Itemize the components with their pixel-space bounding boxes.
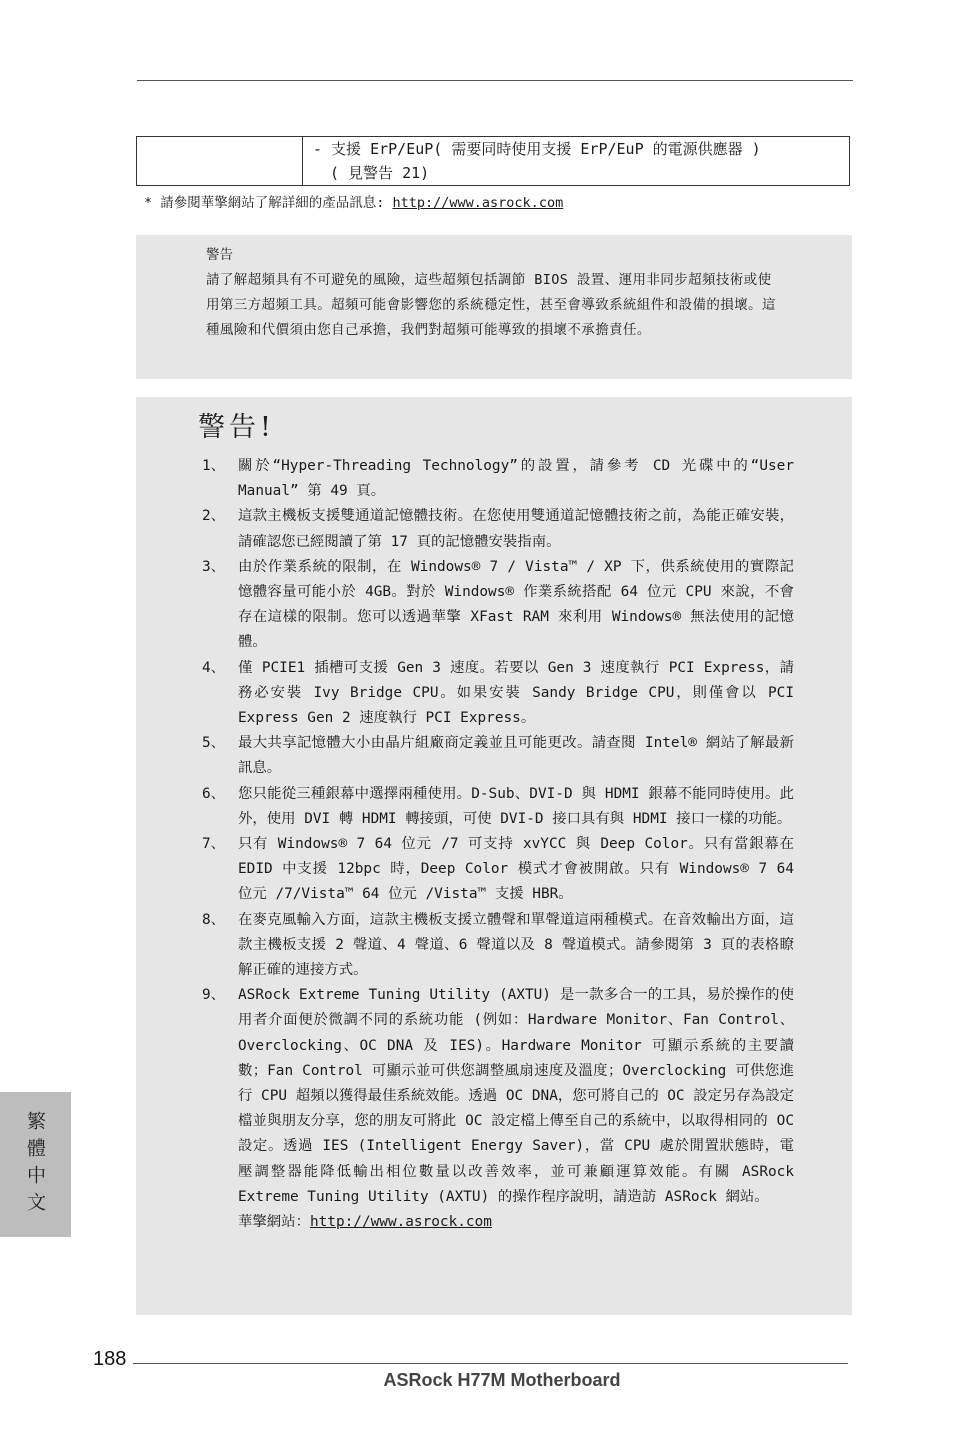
warning-item-text: 只有 Windows® 7 64 位元 /7 可支持 xvYCC 與 Deep Color。只有當銀幕在 EDID 中支援 12bpc 時，Deep Color 模式才會被開啟。只有 Windows® 7 64 位元 /7/Vista™ 64 位元 /Vista™ 支援 HBR。 xyxy=(238,836,794,903)
warning-item-3 xyxy=(202,555,794,656)
warning-item-number: 7、 xyxy=(202,836,226,853)
warning-item-5 xyxy=(202,731,794,781)
warning-box xyxy=(136,397,852,1315)
warning-item-number: 4、 xyxy=(202,659,226,676)
bottom-rule xyxy=(133,1363,848,1364)
warning-item-7 xyxy=(202,832,794,908)
asrock-site-line xyxy=(238,1210,794,1235)
warning-item-4 xyxy=(202,656,794,732)
warning-item-number: 5、 xyxy=(202,735,226,752)
spec-line-note: ( 見警告 21) xyxy=(330,164,430,182)
spec-table xyxy=(136,136,850,186)
warning-item-text: 這款主機板支援雙通道記憶體技術。在您使用雙通道記憶體技術之前，為能正確安裝，請確認您已經閱讀了第 17 頁的記憶體安裝指南。 xyxy=(238,508,794,550)
warning-item-text: 由於作業系統的限制，在 Windows® 7 / Vista™ / XP 下，供系統使用的實際記憶體容量可能小於 4GB。對於 Windows® 作業系統搭配 64 位元 CPU 來說，不會存在這樣的限制。您可以透過華擎 XFast RAM 來利用 Windows® 無法使用的記憶體。 xyxy=(238,558,794,651)
footer-title-text: ASRock H77M Motherboard xyxy=(383,1370,621,1390)
warning-item-number: 6、 xyxy=(202,785,226,802)
warning-item-text: 您只能從三種銀幕中選擇兩種使用。D-Sub、DVI-D 與 HDMI 銀幕不能同時使用。此外，使用 DVI 轉 HDMI 轉接頭，可使 DVI-D 接口具有與 HDMI 接口一樣的功能。 xyxy=(238,785,794,827)
spec-table-value-cell xyxy=(303,137,849,185)
footnote-link[interactable]: http://www.asrock.com xyxy=(392,195,564,211)
warning-item-6 xyxy=(202,782,794,832)
asrock-site-label: 華擎網站： xyxy=(238,1214,310,1231)
warning-item-number: 8、 xyxy=(202,911,226,928)
spec-line-erp: - 支援 ErP/EuP( 需要同時使用支援 ErP/EuP 的電源供應器 ) xyxy=(313,140,761,158)
caution-title: 警告 xyxy=(206,247,233,263)
warning-list xyxy=(202,454,794,1235)
footnote xyxy=(144,192,563,214)
warning-item-text xyxy=(238,983,794,1235)
warning-item-text: 僅 PCIE1 插槽可支援 Gen 3 速度。若要以 Gen 3 速度執行 PCI Express，請務必安裝 Ivy Bridge CPU。如果安裝 Sandy Bridge CPU，則僅會以 PCI Express Gen 2 速度執行 PCI Express。 xyxy=(238,659,794,727)
warning-item-2 xyxy=(202,504,794,554)
warning-item-9-body: ASRock Extreme Tuning Utility (AXTU) 是一款多合一的工具，易於操作的使用者介面便於微調不同的系統功能 (例如：Hardware Monitor、Fan Control、Overclocking、OC DNA 及 IES)。Hardware Monitor 可顯示系統的主要讀數；Fan Control 可顯示並可供您調整風扇速度及溫度；Overclocking 可供您進行 CPU 超頻以獲得最佳系統效能。透過 OC DNA，您可將自己的 OC 設定另存為設定檔並與朋友分享，您的朋友可將此 OC 設定檔上傳至自己的系統中，以取得相同的 OC 設定。透過 IES (Intelligent Energy Saver)，當 CPU 處於閒置狀態時，電壓調整器能降低輸出相位數量以改善效率，並可兼顧運算效能。有關 ASRock Extreme Tuning Utility (AXTU) 的操作程序說明，請造訪 ASRock 網站。 xyxy=(238,987,794,1205)
spec-table-label-cell xyxy=(137,137,303,185)
warning-item-8 xyxy=(202,908,794,984)
caution-body: 請了解超頻具有不可避免的風險，這些超頻包括調節 BIOS 設置、運用非同步超頻技術或使用第三方超頻工具。超頻可能會影響您的系統穩定性，甚至會導致系統組件和設備的損壞。這種風險和代價須由您自己承擔，我們對超頻可能導致的損壞不承擔責任。 xyxy=(206,272,776,338)
caution-box xyxy=(136,235,852,379)
language-side-tab-label: 繁體中文 xyxy=(24,1110,46,1219)
warning-item-number: 2、 xyxy=(202,508,226,525)
footer-title xyxy=(0,1370,954,1391)
language-side-tab xyxy=(0,1092,71,1237)
warning-item-text: 關於“Hyper-Threading Technology”的設置，請參考 CD 光碟中的“User Manual” 第 49 頁。 xyxy=(238,458,794,500)
footnote-text: * 請參閱華擎網站了解詳細的產品訊息: xyxy=(144,195,393,211)
page-number: 188 xyxy=(93,1348,127,1370)
warning-title: 警告! xyxy=(198,412,275,443)
warning-item-number: 9、 xyxy=(202,987,226,1004)
top-rule xyxy=(137,80,853,81)
warning-item-1 xyxy=(202,454,794,504)
warning-item-text: 在麥克風輸入方面，這款主機板支援立體聲和單聲道這兩種模式。在音效輸出方面，這款主機板支援 2 聲道、4 聲道、6 聲道以及 8 聲道模式。請參閱第 3 頁的表格瞭解正確的連接方式。 xyxy=(238,911,794,979)
warning-item-number: 3、 xyxy=(202,558,226,575)
warning-item-9 xyxy=(202,983,794,1235)
asrock-site-link[interactable]: http://www.asrock.com xyxy=(309,1214,492,1231)
warning-item-number: 1、 xyxy=(202,458,226,474)
warning-item-text: 最大共享記憶體大小由晶片組廠商定義並且可能更改。請查閱 Intel® 網站了解最新訊息。 xyxy=(238,735,794,777)
